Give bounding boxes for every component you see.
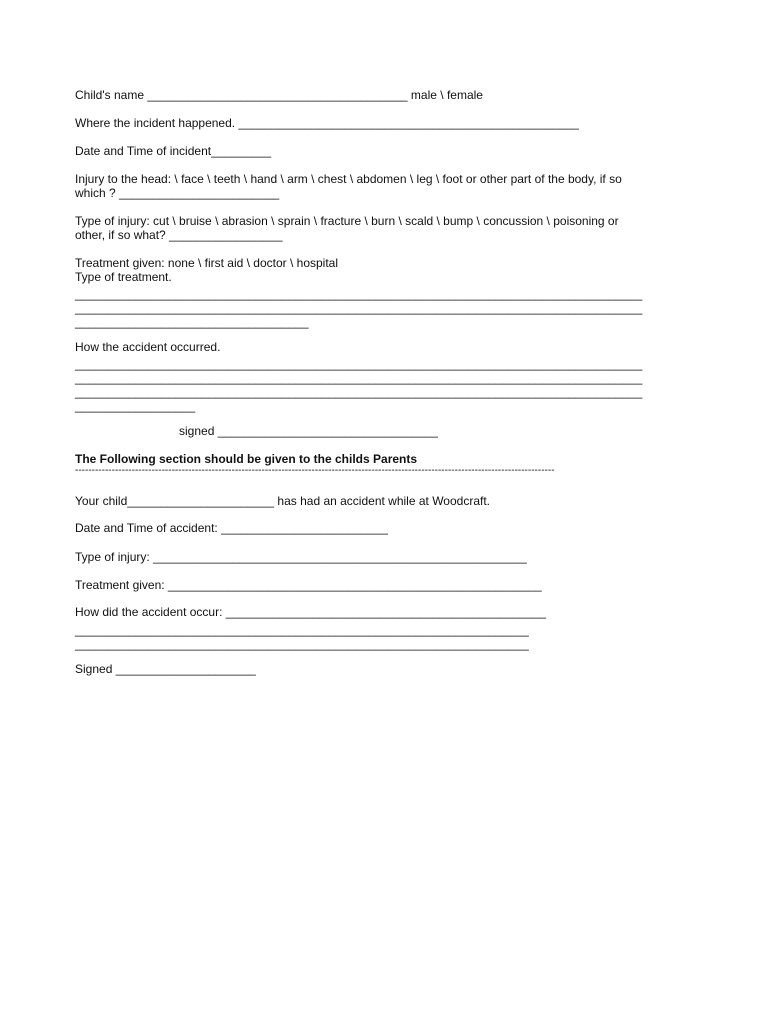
treatment-given-label: Treatment given: none \ first aid \ doctor \ hospital (75, 256, 339, 270)
treatment-blank-line-1[interactable]: _____________________________________________________________________________________ (75, 287, 643, 301)
incident-location-field[interactable]: Where the incident happened. ___________________________________________________ (75, 116, 579, 130)
your-child-field[interactable]: Your child______________________ has had an accident while at Woodcraft. (75, 494, 490, 508)
how-blank-line-3[interactable]: _____________________________________________________________________________________ (75, 385, 643, 399)
injury-type-line-2[interactable]: other, if so what? _________________ (75, 228, 283, 242)
parent-how-blank-line-2[interactable]: ____________________________________________________________________ (75, 637, 529, 651)
injury-type-line-1: Type of injury: cut \ bruise \ abrasion \ sprain \ fracture \ burn \ scald \ bump \ concussion \ poisoning or (75, 214, 619, 228)
how-blank-line-4[interactable]: __________________ (75, 399, 196, 413)
parents-section-heading: The Following section should be given to the childs Parents (75, 452, 418, 466)
parent-injury-type-field[interactable]: Type of injury: ________________________________________________________ (75, 550, 527, 564)
treatment-blank-line-2[interactable]: _____________________________________________________________________________________ (75, 301, 643, 315)
parent-date-time-field[interactable]: Date and Time of accident: _________________________ (75, 521, 388, 535)
parent-signature-field[interactable]: Signed _____________________ (75, 662, 256, 676)
parent-how-field[interactable]: How did the accident occur: ________________________________________________ (75, 605, 547, 619)
how-occurred-label: How the accident occurred. (75, 340, 221, 354)
incident-date-time-field[interactable]: Date and Time of incident_________ (75, 144, 272, 158)
injury-location-line-1: Injury to the head: \ face \ teeth \ hand \ arm \ chest \ abdomen \ leg \ foot or other part of the body, if so (75, 172, 622, 186)
parent-how-blank-line-1[interactable]: ____________________________________________________________________ (75, 623, 529, 637)
how-blank-line-1[interactable]: _____________________________________________________________________________________ (75, 357, 643, 371)
treatment-blank-line-3[interactable]: ___________________________________ (75, 315, 309, 329)
how-blank-line-2[interactable]: _____________________________________________________________________________________ (75, 371, 643, 385)
section-divider: ------------------------------------------------------------------------------------------------------------------------------------------------ (75, 465, 555, 476)
leader-signature-field[interactable]: signed _________________________________ (179, 424, 438, 438)
injury-location-line-2[interactable]: which ? ________________________ (75, 186, 280, 200)
treatment-type-label: Type of treatment. (75, 270, 172, 284)
child-name-field[interactable]: Child's name _______________________________________ male \ female (75, 88, 483, 102)
parent-treatment-field[interactable]: Treatment given: ________________________________________________________ (75, 578, 542, 592)
